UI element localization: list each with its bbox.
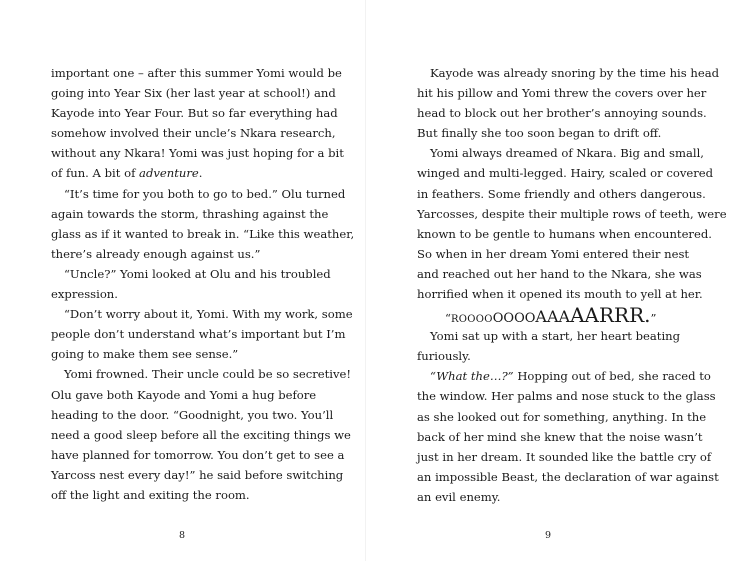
- text-line: have planned for tomorrow. You don’t get to see a: [51, 447, 345, 462]
- text-line: an impossible Beast, the declaration of war against: [417, 469, 719, 484]
- roar-text: [445, 303, 657, 328]
- text-line: Yarcoss nest every day!” he said before switching: [51, 467, 344, 482]
- roar-part: ROOOO: [450, 314, 493, 326]
- text-line: expression.: [51, 287, 118, 302]
- text-line: But finally she too soon began to drift off.: [417, 126, 662, 141]
- text-line: glass as if it wanted to break in. “Like this weather,: [51, 226, 355, 241]
- roar-line: [417, 304, 727, 326]
- text-line: the window. Her palms and nose stuck to the glass: [417, 389, 716, 404]
- text-line: back of her mind she knew that the noise wasn’t: [417, 429, 703, 444]
- text-line: horrified when it opened its mouth to yell at her.: [417, 287, 703, 302]
- text-line: So when in her dream Yomi entered their nest: [417, 246, 690, 261]
- text-line: furiously.: [417, 349, 471, 364]
- roar-close-quote: ”: [650, 311, 657, 326]
- text-segment: .: [198, 166, 203, 181]
- page-number: 8: [178, 530, 186, 541]
- italic-word: adventure: [139, 166, 199, 181]
- text-line: an evil enemy.: [417, 489, 501, 504]
- text-line: Kayode into Year Four. But so far everything had: [51, 106, 338, 121]
- text-line: Yomi sat up with a start, her heart beating: [430, 329, 681, 344]
- right-page-text: [417, 63, 727, 507]
- text-line: “Uncle?” Yomi looked at Olu and his troubled: [64, 266, 331, 281]
- left-page: [0, 0, 365, 561]
- text-line: Yarcosses, despite their multiple rows of teeth, were: [417, 206, 727, 221]
- text-line: Olu gave both Kayode and Yomi a hug before: [51, 387, 317, 402]
- text-segment: Hopping out of bed, she raced to: [517, 369, 711, 384]
- text-line: Kayode was already snoring by the time his head: [430, 66, 720, 80]
- roar-part: AAA: [535, 307, 571, 327]
- roar-part: AARRR.: [570, 303, 651, 328]
- text-line: somehow involved their uncle’s Nkara research,: [51, 126, 336, 141]
- text-line: and reached out her hand to the Nkara, she was: [417, 266, 702, 281]
- text-line: [51, 163, 354, 183]
- text-line: just in her dream. It sounded like the battle cry of: [417, 449, 712, 464]
- text-line: people don’t understand what’s important but I’m: [51, 327, 346, 342]
- left-page-text: [51, 63, 354, 505]
- italic-phrase: “What the…?”: [430, 369, 514, 384]
- right-page: [366, 0, 731, 561]
- text-line: winged and multi-legged. Hairy, scaled or covered: [417, 166, 714, 181]
- text-line: “Don’t worry about it, Yomi. With my work, some: [64, 307, 353, 322]
- text-line: known to be gentle to humans when encountered.: [417, 226, 712, 241]
- text-line: in feathers. Some friendly and others dangerous.: [417, 186, 706, 201]
- text-segment: of fun. A bit of: [51, 166, 140, 181]
- text-line: [417, 366, 727, 386]
- text-line: heading to the door. “Goodnight, you two. You’ll: [51, 407, 334, 422]
- text-line: without any Nkara! Yomi was just hoping for a bit: [51, 146, 344, 161]
- text-line: hit his pillow and Yomi threw the covers over her: [417, 86, 707, 101]
- text-line: important one – after this summer Yomi would be: [51, 66, 342, 80]
- roar-open-quote: “: [445, 311, 451, 326]
- roar-part: OOOO: [492, 311, 536, 327]
- text-line: Yomi always dreamed of Nkara. Big and small,: [430, 146, 704, 161]
- text-line: going to make them see sense.”: [51, 347, 239, 362]
- text-line: as she looked out for something, anything. In the: [417, 409, 707, 424]
- text-line: “It’s time for you both to go to bed.” Olu turned: [64, 186, 346, 201]
- text-line: off the light and exiting the room.: [51, 487, 250, 502]
- text-line: there’s already enough against us.”: [51, 246, 261, 261]
- text-line: need a good sleep before all the exciting things we: [51, 427, 351, 442]
- page-number: 9: [544, 530, 552, 541]
- text-line: Yomi frowned. Their uncle could be so secretive!: [64, 367, 352, 382]
- text-line: again towards the storm, thrashing against the: [51, 206, 329, 221]
- text-line: going into Year Six (her last year at school!) and: [51, 86, 336, 101]
- text-line: head to block out her brother’s annoying sounds.: [417, 106, 707, 121]
